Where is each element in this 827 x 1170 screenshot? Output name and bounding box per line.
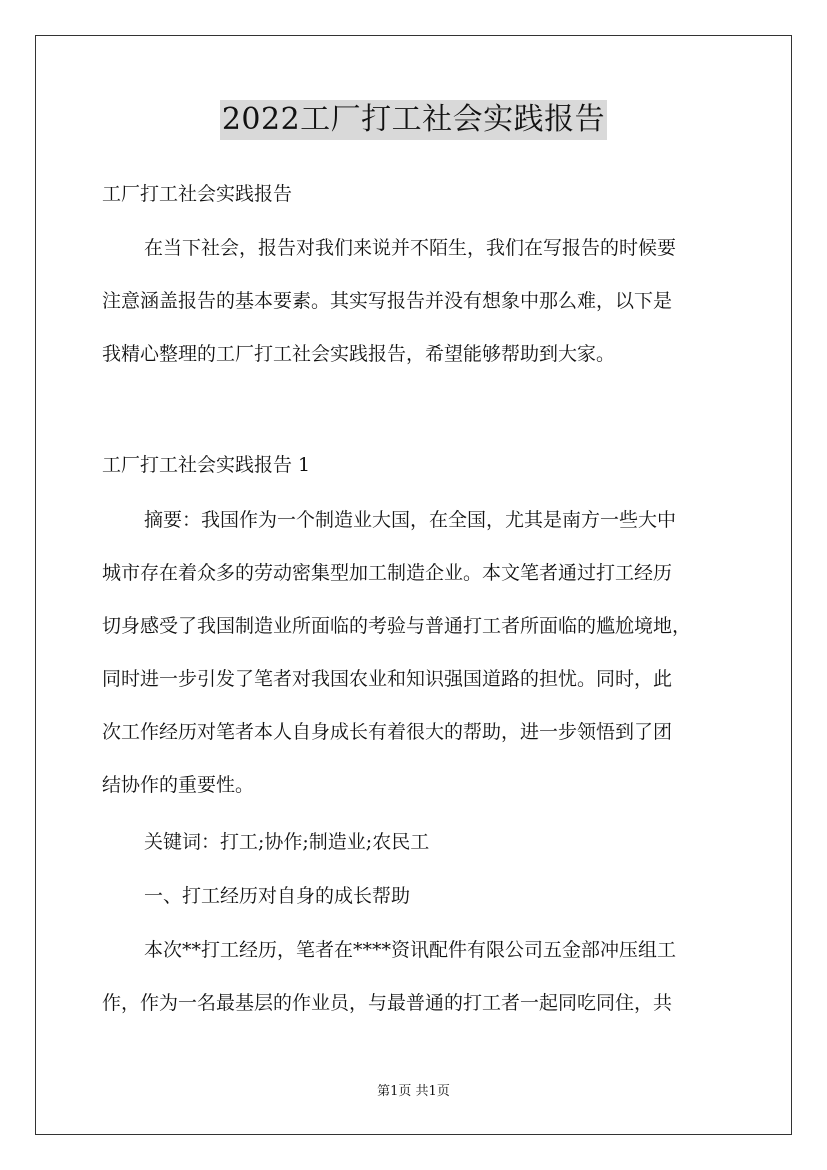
abstract-line: 城市存在着众多的劳动密集型加工制造企业。本文笔者通过打工经历 [102,562,673,584]
abstract-line: 摘要：我国作为一个制造业大国，在全国，尤其是南方一些大中 [144,509,677,531]
abstract-line: 结协作的重要性。 [102,774,255,796]
keywords: 关键词：打工;协作;制造业;农民工 [144,831,430,853]
subtitle: 工厂打工社会实践报告 [102,183,293,205]
body-line: 本次**打工经历，笔者在****资讯配件有限公司五金部冲压组工 [144,939,677,961]
abstract-line: 切身感受了我国制造业所面临的考验与普通打工者所面临的尴尬境地， [102,615,692,637]
intro-line: 我精心整理的工厂打工社会实践报告，希望能够帮助到大家。 [102,343,616,365]
document-title: 2022工厂打工社会实践报告 [220,100,607,140]
page-footer: 第1页 共1页 [377,1084,450,1099]
abstract-line: 次工作经历对笔者本人自身成长有着很大的帮助，进一步领悟到了团 [102,721,673,743]
title-container [0,100,827,140]
intro-line: 注意涵盖报告的基本要素。其实写报告并没有想象中那么难，以下是 [102,290,673,312]
body-line: 作，作为一名最基层的作业员，与最普通的打工者一起同吃同住，共 [102,992,673,1014]
section-heading: 工厂打工社会实践报告 1 [102,454,311,476]
heading-one: 一、打工经历对自身的成长帮助 [144,885,411,907]
intro-line: 在当下社会，报告对我们来说并不陌生，我们在写报告的时候要 [144,237,677,259]
abstract-line: 同时进一步引发了笔者对我国农业和知识强国道路的担忧。同时，此 [102,668,673,690]
